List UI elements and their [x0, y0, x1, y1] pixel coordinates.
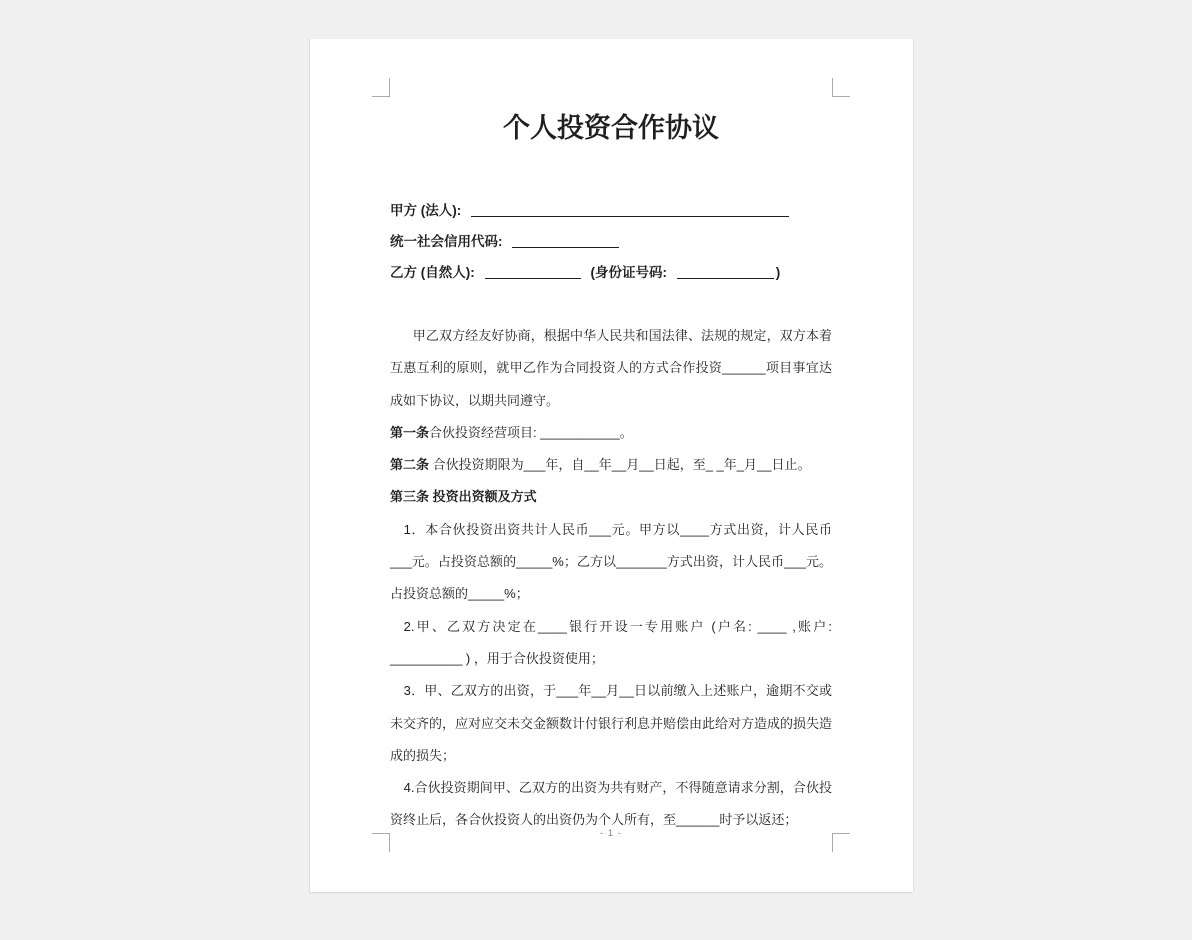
paragraph: 2.甲、乙双方决定在____银行开设一专用账户 (户名: ____ ,账户: __________ ) ，用于合伙投资使用； — [390, 618, 832, 666]
clause-heading: 第一条 — [390, 424, 430, 440]
party-a-field — [390, 195, 832, 226]
credit-code-label: 统一社会信用代码: — [390, 234, 507, 249]
paragraph — [390, 481, 832, 513]
document-page[interactable] — [310, 39, 913, 892]
credit-code-blank — [512, 236, 619, 248]
party-b-label: 乙方 (自然人): — [390, 265, 479, 280]
document-title: 个人投资合作协议 — [503, 113, 719, 143]
paragraph: 4.合伙投资期间甲、乙双方的出资为共有财产，不得随意请求分割，合伙投资终止后，各合伙投资人的出资仍为个人所有，至______时予以返还； — [390, 780, 832, 828]
clause-heading: 第三条 投资出资额及方式 — [390, 489, 537, 505]
party-a-label: 甲方 (法人): — [390, 203, 465, 218]
margin-crop-mark-bottom-left — [372, 833, 390, 852]
margin-crop-mark-bottom-right — [832, 833, 850, 852]
paragraph-list — [390, 320, 832, 837]
party-b-id-label: (身份证号码: — [590, 265, 671, 280]
paragraph: 第二条 合伙投资期限为___年，自__年__月__日起，至_ _年_月__日止。 — [390, 457, 811, 473]
credit-code-field — [390, 226, 832, 257]
clause-heading: 第二条 — [390, 457, 430, 473]
margin-crop-mark-top-right — [832, 78, 850, 97]
party-b-id-close-paren: ) — [775, 265, 781, 280]
page-content — [390, 39, 832, 837]
party-b-id-blank — [677, 267, 774, 279]
party-b-field — [390, 257, 832, 288]
page-number: - 1 - — [600, 828, 622, 839]
paragraph: 第一条合伙投资经营项目: ___________。 — [390, 424, 633, 440]
margin-crop-mark-top-left — [372, 78, 390, 97]
party-b-name-blank — [485, 267, 581, 279]
party-fields — [390, 195, 832, 288]
paragraph: 1．本合伙投资出资共计人民币___元。甲方以____方式出资，计人民币___元。占投资总额的_____%；乙方以_______方式出资，计人民币___元。占投资总额的_____%； — [390, 521, 832, 602]
paragraph: 甲乙双方经友好协商，根据中华人民共和国法律、法规的规定，双方本着互惠互利的原则，就甲乙作为合同投资人的方式合作投资______项目事宜达成如下协议，以期共同遵守。 — [390, 328, 832, 408]
party-a-name-blank — [471, 205, 789, 217]
paragraph: 3．甲、乙双方的出资，于___年__月__日以前缴入上述账户，逾期不交或未交齐的，应对应交未交金额数计付银行利息并赔偿由此给对方造成的损失造成的损失； — [390, 683, 833, 763]
